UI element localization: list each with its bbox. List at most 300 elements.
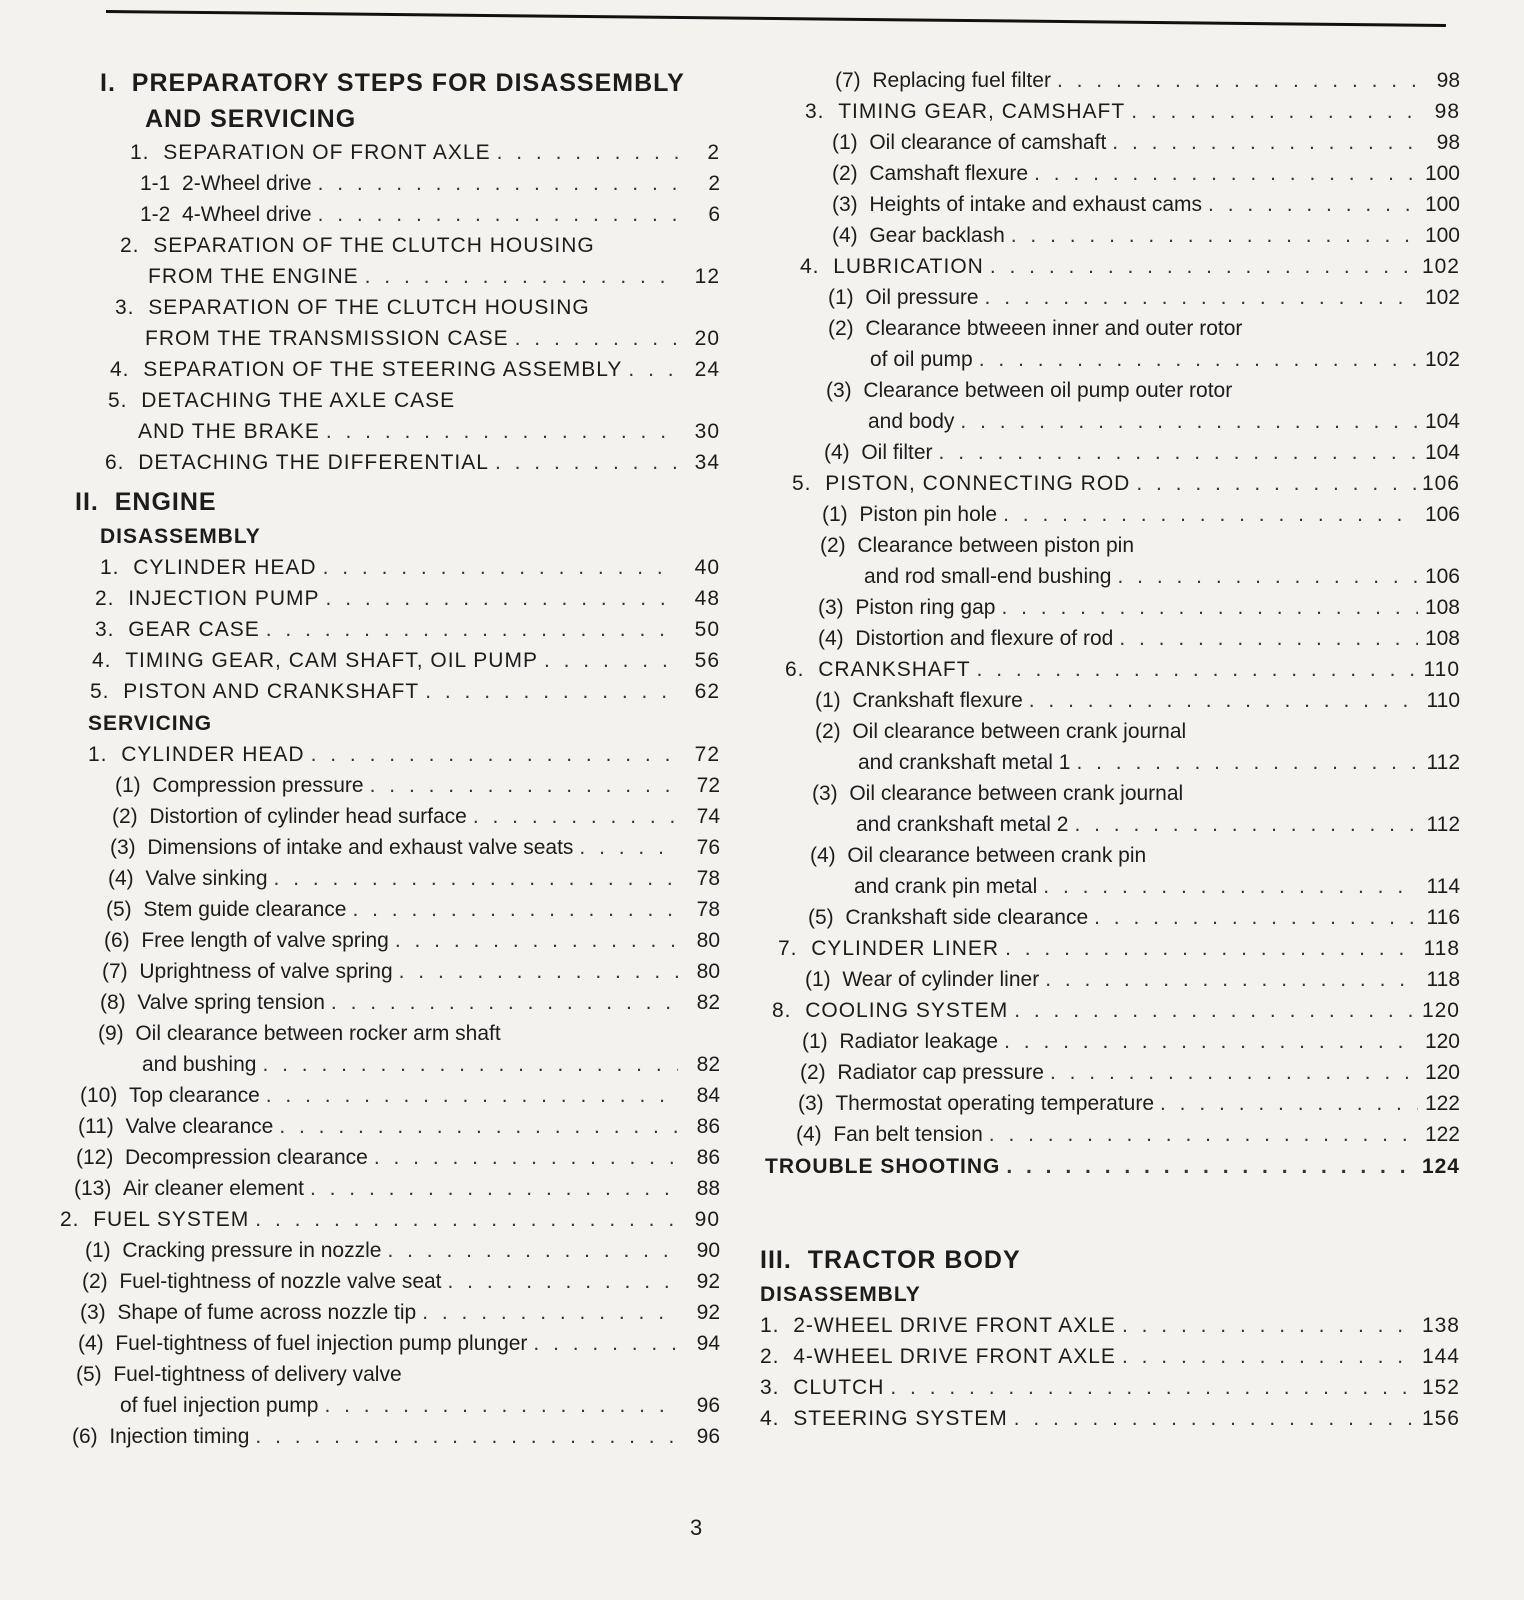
toc-entry-page: 152 — [1421, 1376, 1460, 1399]
leader-dots — [473, 806, 678, 827]
toc-entry-label: CLUTCH — [793, 1376, 885, 1399]
toc-entry-page: 106 — [1424, 565, 1460, 588]
toc-entry-page: 80 — [696, 960, 720, 983]
toc-entry-label: Oil filter — [861, 441, 933, 464]
toc-entry-label: Distortion and flexure of rod — [855, 627, 1114, 650]
toc-entry-label: SERVICING — [88, 712, 213, 735]
toc-entry-page: 118 — [1426, 968, 1460, 991]
toc-entry-number: 7. — [778, 937, 812, 960]
toc-entry-number: I. — [100, 69, 132, 97]
toc-entry-number: (2) — [815, 720, 853, 743]
toc-entry-label: Camshaft flexure — [869, 162, 1029, 185]
toc-entry-label: Crankshaft side clearance — [845, 906, 1089, 929]
toc-entry-label: of oil pump — [870, 348, 973, 371]
toc-entry-page: 34 — [694, 451, 720, 474]
toc-entry — [60, 640, 720, 671]
toc-entry — [760, 1367, 1460, 1398]
toc-entry — [760, 1336, 1460, 1367]
toc-entry-number: 1-1 — [140, 172, 183, 195]
toc-entry-page: 110 — [1423, 658, 1460, 681]
leader-dots — [989, 1124, 1418, 1145]
leader-dots — [1118, 566, 1419, 587]
toc-entry-label: Oil clearance between crank pin — [847, 844, 1147, 867]
leader-dots — [1043, 876, 1418, 897]
toc-right-column — [760, 60, 1460, 1429]
leader-dots — [279, 1116, 678, 1137]
toc-entry-label: Oil clearance between rocker arm shaft — [135, 1022, 501, 1045]
toc-entry-page: 102 — [1421, 255, 1460, 278]
toc-entry-number: (3) — [110, 836, 148, 859]
toc-entry-page: 76 — [696, 836, 720, 859]
toc-entry-page: 100 — [1424, 193, 1460, 216]
toc-entry-label: and crankshaft metal 1 — [858, 751, 1071, 774]
toc-entry — [60, 442, 720, 473]
toc-entry — [60, 1106, 720, 1137]
toc-entry — [60, 318, 720, 349]
leader-dots — [1003, 504, 1418, 525]
toc-entry-label: and bushing — [142, 1053, 257, 1076]
toc-entry-label: STEERING SYSTEM — [793, 1407, 1008, 1430]
toc-entry — [60, 225, 720, 256]
toc-entry-number: (4) — [810, 844, 848, 867]
toc-entry-number: 3. — [805, 100, 839, 123]
toc-entry-page: 116 — [1426, 906, 1460, 929]
leader-dots — [331, 992, 678, 1013]
leader-dots — [960, 411, 1418, 432]
toc-entry — [760, 494, 1460, 525]
toc-entry-number: 5. — [108, 389, 142, 412]
toc-entry — [760, 91, 1460, 122]
toc-entry-page: 56 — [694, 649, 720, 672]
leader-dots — [515, 328, 678, 349]
toc-entry-page: 98 — [1436, 131, 1460, 154]
leader-dots — [544, 650, 678, 671]
toc-entry-page: 156 — [1421, 1407, 1460, 1430]
toc-entry-label: Replacing fuel filter — [872, 69, 1051, 92]
toc-entry-label: Fuel-tightness of nozzle valve seat — [119, 1270, 442, 1293]
toc-entry-number: 2. — [60, 1208, 94, 1231]
toc-entry — [60, 1292, 720, 1323]
toc-entry — [760, 680, 1460, 711]
toc-entry-page: 104 — [1424, 441, 1460, 464]
toc-entry — [760, 1273, 1460, 1305]
toc-entry-number: 4. — [92, 649, 126, 672]
toc-entry-label: 4-Wheel drive — [182, 203, 312, 226]
toc-entry-number: (2) — [112, 805, 150, 828]
toc-entry — [760, 618, 1460, 649]
leader-dots — [311, 744, 678, 765]
toc-entry-number: (1) — [802, 1030, 840, 1053]
leader-dots — [310, 1178, 678, 1199]
toc-entry-number: 5. — [792, 472, 826, 495]
toc-entry-number: 4. — [110, 358, 144, 381]
toc-entry — [60, 1261, 720, 1292]
toc-entry — [60, 1075, 720, 1106]
toc-entry — [760, 277, 1460, 308]
toc-entry — [60, 380, 720, 411]
toc-entry-label: Oil pressure — [865, 286, 979, 309]
toc-entry-number: (7) — [835, 69, 873, 92]
toc-entry — [60, 515, 720, 547]
toc-entry-label: TROUBLE SHOOTING — [765, 1155, 1001, 1178]
toc-entry — [60, 194, 720, 225]
leader-dots — [1136, 473, 1416, 494]
toc-entry-label: 2-WHEEL DRIVE FRONT AXLE — [793, 1314, 1116, 1337]
toc-entry-label: FROM THE ENGINE — [148, 265, 359, 288]
toc-entry-label: SEPARATION OF FRONT AXLE — [163, 141, 491, 164]
toc-entry-number: 2. — [95, 587, 129, 610]
toc-entry — [760, 1052, 1460, 1083]
toc-entry-label: DISASSEMBLY — [100, 525, 261, 548]
toc-entry-label: Valve spring tension — [137, 991, 325, 1014]
toc-entry-label: Uprightness of valve spring — [139, 960, 393, 983]
toc-entry — [60, 1168, 720, 1199]
toc-entry-page: 86 — [696, 1115, 720, 1138]
toc-entry-page: 106 — [1424, 503, 1460, 526]
toc-entry-number: 8. — [772, 999, 806, 1022]
toc-entry-number: (1) — [805, 968, 843, 991]
toc-entry-label: CYLINDER LINER — [811, 937, 1000, 960]
toc-entry-page: 122 — [1424, 1092, 1460, 1115]
toc-entry — [60, 287, 720, 318]
leader-dots — [425, 681, 678, 702]
toc-entry-label: Gear backlash — [869, 224, 1005, 247]
leader-dots — [1029, 690, 1418, 711]
toc-entry-label: Crankshaft flexure — [852, 689, 1023, 712]
toc-entry-page: 98 — [1434, 100, 1460, 123]
toc-entry-number: (1) — [85, 1239, 123, 1262]
toc-entry-label: DISASSEMBLY — [760, 1283, 921, 1306]
top-rule — [106, 10, 1446, 27]
leader-dots — [365, 266, 678, 287]
leader-dots — [1005, 938, 1417, 959]
toc-entry-number: 1. — [760, 1314, 794, 1337]
toc-entry-label: Compression pressure — [152, 774, 364, 797]
leader-dots — [985, 287, 1418, 308]
toc-entry-page: 48 — [694, 587, 720, 610]
toc-entry-label: Air cleaner element — [123, 1177, 304, 1200]
toc-entry — [60, 671, 720, 702]
leader-dots — [399, 961, 678, 982]
toc-entry — [60, 734, 720, 765]
toc-entry-page: 94 — [696, 1332, 720, 1355]
toc-entry-page: 88 — [696, 1177, 720, 1200]
leader-dots — [979, 349, 1418, 370]
leader-dots — [1057, 70, 1418, 91]
toc-entry-number: 5. — [90, 680, 124, 703]
toc-entry-label: and crank pin metal — [854, 875, 1038, 898]
toc-entry-number: (4) — [832, 224, 870, 247]
toc-entry-label: AND THE BRAKE — [138, 420, 320, 443]
toc-entry — [60, 411, 720, 442]
toc-entry — [760, 587, 1460, 618]
toc-entry-number: (1) — [815, 689, 853, 712]
toc-entry — [760, 990, 1460, 1021]
toc-entry-label: Oil clearance between crank journal — [849, 782, 1184, 805]
leader-dots — [1001, 597, 1418, 618]
toc-entry-label: Injection timing — [109, 1425, 250, 1448]
toc-entry-page: 108 — [1424, 627, 1460, 650]
toc-entry-number: (12) — [76, 1146, 126, 1169]
toc-entry-label: FROM THE TRANSMISSION CASE — [145, 327, 509, 350]
leader-dots — [326, 421, 678, 442]
leader-dots — [266, 1085, 678, 1106]
toc-entry — [760, 649, 1460, 680]
leader-dots — [1112, 132, 1418, 153]
toc-entry-label: 4-WHEEL DRIVE FRONT AXLE — [793, 1345, 1116, 1368]
toc-entry-label: Radiator cap pressure — [837, 1061, 1044, 1084]
leader-dots — [497, 142, 678, 163]
toc-entry-page: 90 — [694, 1208, 720, 1231]
toc-entry-label: DETACHING THE AXLE CASE — [141, 389, 456, 412]
toc-entry-number: (5) — [808, 906, 846, 929]
toc-entry-page: 110 — [1426, 689, 1460, 712]
toc-entry — [760, 711, 1460, 742]
toc-entry-label: CYLINDER HEAD — [121, 743, 305, 766]
toc-entry-page: 72 — [694, 743, 720, 766]
toc-entry — [60, 163, 720, 194]
toc-entry — [60, 578, 720, 609]
toc-entry — [60, 982, 720, 1013]
toc-entry — [760, 184, 1460, 215]
toc-entry-label: Shape of fume across nozzle tip — [117, 1301, 417, 1324]
toc-entry-page: 2 — [707, 141, 720, 164]
toc-entry-number: (4) — [824, 441, 862, 464]
toc-entry — [760, 339, 1460, 370]
leader-dots — [352, 899, 678, 920]
toc-entry-number: 2. — [120, 234, 154, 257]
toc-entry — [760, 1114, 1460, 1145]
toc-entry — [760, 122, 1460, 153]
toc-entry-number: (2) — [820, 534, 858, 557]
toc-entry-page: 100 — [1424, 162, 1460, 185]
leader-dots — [1011, 225, 1418, 246]
toc-entry — [760, 897, 1460, 928]
leader-dots — [1045, 969, 1418, 990]
toc-entry — [60, 702, 720, 734]
leader-dots — [326, 588, 678, 609]
leader-dots — [977, 659, 1418, 680]
toc-entry-page: 120 — [1421, 999, 1460, 1022]
toc-entry-number: 6. — [105, 451, 139, 474]
toc-entry — [60, 132, 720, 163]
toc-entry-label: and rod small-end bushing — [864, 565, 1112, 588]
toc-entry-label: Radiator leakage — [839, 1030, 999, 1053]
leader-dots — [1074, 814, 1418, 835]
toc-entry — [760, 1305, 1460, 1336]
toc-entry-number: (4) — [818, 627, 856, 650]
toc-entry-label: LUBRICATION — [833, 255, 984, 278]
toc-entry-label: ENGINE — [114, 488, 217, 516]
leader-dots — [324, 1395, 678, 1416]
toc-entry-number: (6) — [104, 929, 142, 952]
toc-entry-page: 2 — [708, 172, 720, 195]
leader-dots — [1034, 163, 1418, 184]
toc-entry-label: Top clearance — [129, 1084, 260, 1107]
toc-entry-page: 84 — [696, 1084, 720, 1107]
toc-entry-label: FUEL SYSTEM — [93, 1208, 250, 1231]
toc-entry-page: 74 — [696, 805, 720, 828]
toc-entry-label: Stem guide clearance — [143, 898, 347, 921]
toc-entry-number: (1) — [832, 131, 870, 154]
toc-entry-page: 78 — [696, 867, 720, 890]
toc-entry-number: (3) — [80, 1301, 118, 1324]
toc-entry-number: 1-2 — [140, 203, 183, 226]
leader-dots — [274, 868, 678, 889]
toc-entry-label: Fan belt tension — [833, 1123, 983, 1146]
leader-dots — [939, 442, 1418, 463]
toc-entry-page: 120 — [1424, 1030, 1460, 1053]
leader-dots — [318, 204, 678, 225]
leader-dots — [422, 1302, 678, 1323]
toc-entry-number: 4. — [800, 255, 834, 278]
leader-dots — [1004, 1031, 1418, 1052]
toc-entry-page: 108 — [1424, 596, 1460, 619]
toc-entry-number: (4) — [108, 867, 146, 890]
toc-entry-number: (2) — [832, 162, 870, 185]
toc-entry — [760, 401, 1460, 432]
toc-entry — [60, 1044, 720, 1075]
toc-entry-label: Clearance between piston pin — [857, 534, 1135, 557]
leader-dots — [1160, 1093, 1418, 1114]
toc-entry — [760, 215, 1460, 246]
toc-entry-number: (11) — [78, 1115, 126, 1138]
toc-entry-label: and crankshaft metal 2 — [856, 813, 1069, 836]
toc-entry — [60, 1137, 720, 1168]
toc-entry — [60, 796, 720, 827]
toc-entry-number: 1. — [130, 141, 164, 164]
toc-entry-page: 50 — [694, 618, 720, 641]
leader-dots — [1050, 1062, 1418, 1083]
toc-entry-number: (1) — [822, 503, 860, 526]
toc-entry-label: Piston pin hole — [859, 503, 998, 526]
toc-entry-label: PISTON AND CRANKSHAFT — [123, 680, 420, 703]
toc-left-column — [60, 60, 720, 1447]
leader-dots — [533, 1333, 678, 1354]
toc-entry-page: 120 — [1424, 1061, 1460, 1084]
toc-entry-number: (2) — [800, 1061, 838, 1084]
toc-entry-label: TIMING GEAR, CAMSHAFT — [838, 100, 1126, 123]
toc-entry-page: 104 — [1424, 410, 1460, 433]
toc-entry-label: TIMING GEAR, CAM SHAFT, OIL PUMP — [125, 649, 538, 672]
toc-entry — [60, 858, 720, 889]
toc-entry-page: 82 — [696, 991, 720, 1014]
toc-entry-number: 1. — [88, 743, 122, 766]
toc-entry — [60, 1416, 720, 1447]
leader-dots — [262, 1054, 678, 1075]
leader-dots — [1094, 907, 1418, 928]
toc-entry-number: (10) — [80, 1084, 130, 1107]
toc-entry-label: Heights of intake and exhaust cams — [869, 193, 1203, 216]
toc-entry-number: 6. — [785, 658, 819, 681]
toc-entry-label: of fuel injection pump — [120, 1394, 319, 1417]
toc-entry-page: 82 — [696, 1053, 720, 1076]
toc-entry-page: 112 — [1426, 751, 1460, 774]
toc-entry-page: 62 — [694, 680, 720, 703]
toc-entry — [760, 804, 1460, 835]
toc-entry-number: (9) — [98, 1022, 136, 1045]
toc-entry — [760, 773, 1460, 804]
toc-entry-page: 114 — [1426, 875, 1460, 898]
toc-entry-page: 80 — [696, 929, 720, 952]
toc-entry-page: 30 — [694, 420, 720, 443]
toc-entry-number: (4) — [78, 1332, 116, 1355]
leader-dots — [255, 1209, 678, 1230]
toc-entry — [760, 463, 1460, 494]
toc-entry-page: 78 — [696, 898, 720, 921]
toc-entry-label: SEPARATION OF THE STEERING ASSEMBLY — [143, 358, 623, 381]
toc-entry — [60, 479, 720, 515]
leader-dots — [890, 1377, 1416, 1398]
toc-entry-page: 96 — [696, 1394, 720, 1417]
toc-entry-label: Valve sinking — [145, 867, 268, 890]
toc-entry — [60, 60, 720, 96]
toc-entry-label: COOLING SYSTEM — [805, 999, 1009, 1022]
toc-entry — [60, 951, 720, 982]
toc-entry-label: Valve clearance — [125, 1115, 274, 1138]
toc-entry-number: (1) — [115, 774, 153, 797]
page-number: 3 — [690, 1515, 703, 1540]
toc-entry-number: (8) — [100, 991, 138, 1014]
toc-entry — [60, 547, 720, 578]
toc-entry-label: Clearance btweeen inner and outer rotor — [865, 317, 1243, 340]
toc-entry-page: 102 — [1424, 286, 1460, 309]
leader-dots — [370, 775, 678, 796]
toc-entry — [60, 96, 720, 132]
leader-dots — [1122, 1315, 1416, 1336]
toc-entry-number: (4) — [796, 1123, 834, 1146]
toc-entry-number: (3) — [826, 379, 864, 402]
toc-entry-label: Clearance between oil pump outer rotor — [863, 379, 1233, 402]
toc-entry — [60, 1230, 720, 1261]
leader-dots — [374, 1147, 678, 1168]
leader-dots — [1131, 101, 1418, 122]
toc-entry-number: (7) — [102, 960, 140, 983]
leader-dots — [990, 256, 1416, 277]
toc-entry-label: Thermostat operating temperature — [835, 1092, 1155, 1115]
toc-entry-label: CYLINDER HEAD — [133, 556, 317, 579]
toc-entry-label: GEAR CASE — [128, 618, 260, 641]
leader-dots — [495, 452, 678, 473]
toc-entry — [60, 1354, 720, 1385]
toc-entry — [760, 835, 1460, 866]
toc-entry-page: 98 — [1436, 69, 1460, 92]
toc-entry — [60, 349, 720, 380]
toc-entry-label: Dimensions of intake and exhaust valve seats — [147, 836, 574, 859]
toc-entry-page: 106 — [1421, 472, 1460, 495]
toc-entry-number: 3. — [760, 1376, 794, 1399]
toc-entry-page: 72 — [696, 774, 720, 797]
toc-entry-page: 144 — [1421, 1345, 1460, 1368]
toc-entry — [60, 765, 720, 796]
toc-entry — [60, 889, 720, 920]
toc-entry — [760, 1083, 1460, 1114]
toc-entry-page: 20 — [694, 327, 720, 350]
toc-entry — [60, 1323, 720, 1354]
toc-entry-page: 102 — [1424, 348, 1460, 371]
toc-entry-label: AND SERVICING — [145, 105, 357, 133]
toc-entry-label: Decompression clearance — [125, 1146, 368, 1169]
toc-entry-label: Oil clearance of camshaft — [869, 131, 1107, 154]
toc-entry — [760, 959, 1460, 990]
toc-entry — [760, 866, 1460, 897]
toc-entry-number: (6) — [72, 1425, 110, 1448]
toc-entry — [60, 1013, 720, 1044]
toc-entry-number: (3) — [818, 596, 856, 619]
toc-entry-number: 3. — [115, 296, 149, 319]
leader-dots — [255, 1426, 678, 1447]
toc-entry-label: TRACTOR BODY — [807, 1246, 1021, 1274]
